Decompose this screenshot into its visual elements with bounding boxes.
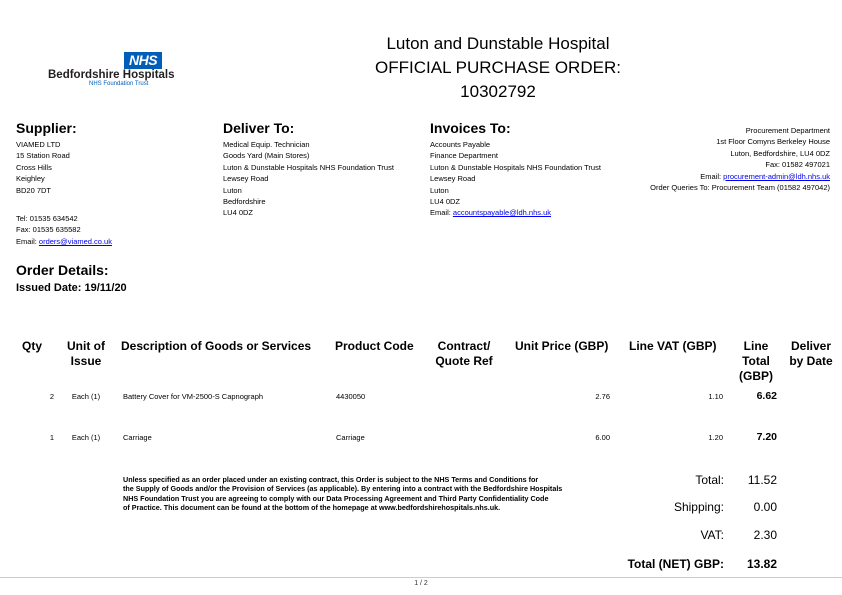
- col-deliver-by: [786, 339, 836, 369]
- col-description: Description of Goods or Services: [121, 339, 312, 353]
- col-deliver-line: Deliver: [790, 339, 832, 353]
- procurement-line: 1st Floor Comyns Berkeley House: [716, 137, 830, 147]
- row-unit-price: 2.76: [595, 392, 610, 401]
- table-row: [0, 390, 842, 404]
- vat-label: VAT:: [700, 528, 724, 542]
- supplier-line: Keighley: [16, 174, 45, 184]
- row-product-code: Carriage: [336, 433, 365, 442]
- col-deliver-line: by Date: [789, 354, 833, 368]
- org-subtitle: NHS Foundation Trust: [89, 81, 149, 87]
- col-line-total-line: Line: [743, 339, 769, 353]
- row-line-total: 6.62: [756, 390, 777, 402]
- invoice-line: LU4 0DZ: [430, 196, 461, 206]
- supplier-line: BD20 7DT: [16, 185, 52, 195]
- deliver-heading: Deliver To:: [223, 120, 295, 136]
- deliver-line: Luton: [223, 185, 242, 195]
- col-line-total-line: Total: [742, 354, 770, 368]
- col-product-code: Product Code: [335, 339, 414, 353]
- total-value: 11.52: [747, 473, 777, 487]
- row-unit: Each (1): [71, 392, 101, 401]
- procurement-line: Fax: 01582 497021: [765, 160, 830, 170]
- invoice-line: Luton: [430, 185, 449, 195]
- col-unit-line: Unit of: [67, 339, 105, 353]
- procurement-line: Procurement Department: [745, 126, 830, 135]
- invoices-heading: Invoices To:: [430, 120, 511, 136]
- deliver-line: Lewsey Road: [223, 174, 269, 184]
- procurement-queries: Order Queries To: Procurement Team (01582 497042): [650, 182, 830, 192]
- page-number: 1 / 2: [414, 580, 428, 587]
- table-row: [0, 431, 842, 445]
- deliver-address: [223, 139, 394, 219]
- nhs-logo: NHS: [124, 52, 162, 69]
- supplier-fax: Fax: 01535 635582: [16, 225, 81, 235]
- net-total-value: 13.82: [746, 557, 777, 571]
- row-product-code: 4430050: [336, 392, 366, 401]
- terms-line: NHS Foundation Trust you are agreeing to comply with our Data Processing Agreement and Third Party Confidentiality Code: [123, 493, 549, 503]
- col-line-total: [730, 339, 782, 384]
- deliver-line: Medical Equip. Technician: [223, 140, 310, 149]
- procurement-line: Luton, Bedfordshire, LU4 0DZ: [730, 148, 830, 158]
- col-line-total-line: (GBP): [739, 369, 773, 383]
- page-divider: [0, 577, 842, 578]
- order-number: 10302792: [460, 82, 536, 101]
- net-total-label: Total (NET) GBP:: [627, 557, 724, 571]
- supplier-email-row: [16, 236, 112, 247]
- supplier-line: 15 Station Road: [16, 151, 70, 161]
- invoice-email-row: [430, 207, 601, 218]
- total-label: Total:: [695, 473, 724, 487]
- supplier-line: VIAMED LTD: [16, 140, 61, 149]
- terms-line: the Supply of Goods and/or the Provision of Services (as applicable). By entering into a contract with the Bedfordshire Hospitals: [123, 484, 563, 494]
- procurement-block: [650, 125, 830, 193]
- supplier-heading: Supplier:: [16, 120, 77, 136]
- issued-date: Issued Date: 19/11/20: [16, 282, 127, 294]
- document-title: OFFICIAL PURCHASE ORDER:: [375, 58, 621, 77]
- deliver-line: Goods Yard (Main Stores): [223, 151, 310, 161]
- invoices-email-link[interactable]: accountspayable@ldh.nhs.uk: [452, 208, 552, 218]
- row-line-total: 7.20: [756, 431, 777, 443]
- col-contract-line: Quote Ref: [435, 354, 493, 368]
- row-unit: Each (1): [71, 433, 101, 442]
- col-line-vat: Line VAT (GBP): [629, 339, 717, 353]
- supplier-contact: [16, 213, 112, 247]
- row-unit-price: 6.00: [595, 433, 610, 442]
- procurement-email-row: [650, 171, 830, 182]
- invoice-line: Finance Department: [430, 151, 498, 161]
- procurement-email-link[interactable]: procurement-admin@ldh.nhs.uk: [723, 171, 830, 181]
- col-contract-line: Contract/: [437, 339, 491, 353]
- row-line-vat: 1.20: [708, 433, 723, 442]
- row-qty: 2: [49, 392, 54, 401]
- supplier-line: Cross Hills: [16, 162, 52, 172]
- row-description: Battery Cover for VM-2500-S Capnograph: [123, 392, 264, 401]
- supplier-address: [16, 139, 70, 196]
- org-name: Bedfordshire Hospitals: [48, 69, 175, 81]
- order-details-heading: Order Details:: [16, 262, 109, 278]
- deliver-line: LU4 0DZ: [223, 208, 254, 218]
- invoice-line: Lewsey Road: [430, 174, 476, 184]
- terms-text: [123, 475, 618, 513]
- invoice-line: Accounts Payable: [430, 140, 491, 149]
- col-unit: [58, 339, 114, 369]
- col-unit-line: Issue: [70, 354, 102, 368]
- terms-line: of Practice. This document can be found at the bottom of the homepage at www.bedfordshirehospitals.nhs.uk.: [123, 503, 501, 513]
- invoice-line: Luton & Dunstable Hospitals NHS Foundation Trust: [430, 162, 601, 172]
- shipping-label: Shipping:: [673, 500, 724, 514]
- deliver-line: Bedfordshire: [223, 196, 266, 206]
- col-qty: Qty: [22, 339, 43, 353]
- col-contract: [424, 339, 504, 369]
- deliver-line: Luton & Dunstable Hospitals NHS Foundation Trust: [223, 162, 394, 172]
- row-qty: 1: [49, 433, 54, 442]
- email-label: Email:: [16, 236, 39, 246]
- email-label: Email:: [700, 171, 724, 181]
- shipping-value: 0.00: [753, 500, 777, 514]
- invoices-address: [430, 139, 601, 219]
- supplier-tel: Tel: 01535 634542: [16, 214, 78, 223]
- vat-value: 2.30: [753, 528, 777, 542]
- supplier-email-link[interactable]: orders@viamed.co.uk: [38, 236, 112, 246]
- col-unit-price: Unit Price (GBP): [515, 339, 609, 353]
- email-label: Email:: [430, 208, 453, 218]
- hospital-name: Luton and Dunstable Hospital: [386, 34, 610, 53]
- row-description: Carriage: [123, 433, 152, 442]
- terms-line: Unless specified as an order placed under an existing contract, this Order is subject to the NHS Terms and Conditions for: [123, 475, 539, 484]
- row-line-vat: 1.10: [708, 392, 723, 401]
